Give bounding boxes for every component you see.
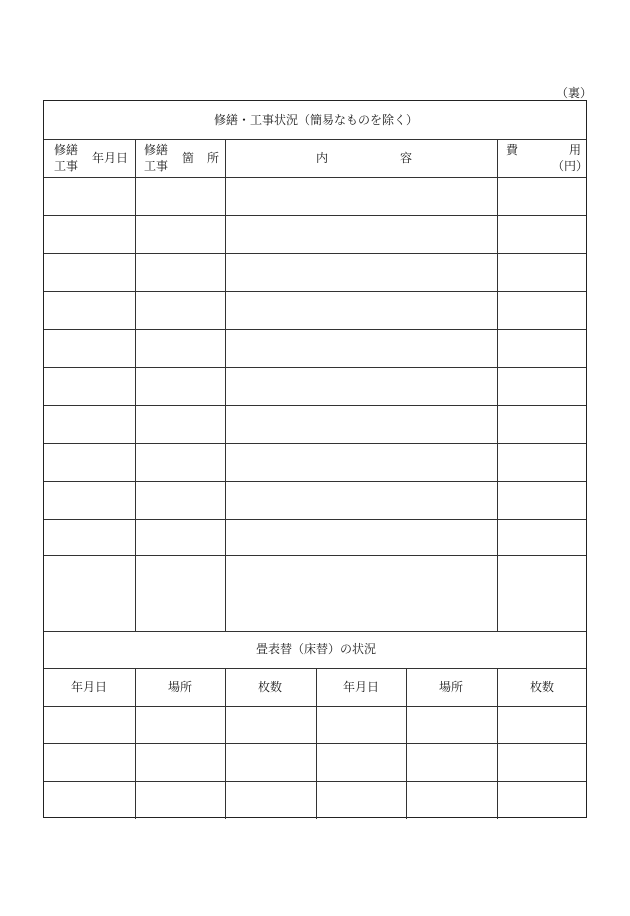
tatami-cell[interactable]	[50, 710, 129, 739]
header-content-b: 容	[400, 151, 413, 165]
repair-cell-cost[interactable]	[503, 257, 582, 287]
tatami-cell[interactable]	[141, 747, 219, 776]
repair-cell-content[interactable]	[231, 371, 491, 401]
repair-cell-place[interactable]	[141, 523, 219, 551]
repair-cell-date[interactable]	[50, 523, 129, 551]
repair-cell-date[interactable]	[50, 559, 129, 627]
tatami-header-cell: 場所	[167, 680, 193, 694]
tatami-header-cell: 枚数	[529, 680, 555, 694]
repair-cell-cost[interactable]	[503, 295, 582, 325]
repair-cell-content[interactable]	[231, 257, 491, 287]
header-cost-a: 費	[506, 143, 519, 157]
tatami-header-cell: 年月日	[342, 680, 380, 694]
tatami-cell[interactable]	[141, 710, 219, 739]
tatami-cell[interactable]	[412, 710, 491, 739]
tatami-section-title: 畳表替（床替）の状況	[255, 642, 377, 656]
header-date-line1: 修繕	[54, 143, 79, 157]
repair-cell-place[interactable]	[141, 485, 219, 515]
repair-cell-date[interactable]	[50, 447, 129, 477]
header-place-label-b: 所	[207, 151, 220, 165]
tatami-cell[interactable]	[231, 785, 310, 814]
repair-cell-date[interactable]	[50, 181, 129, 211]
repair-cell-date[interactable]	[50, 371, 129, 401]
tatami-cell[interactable]	[503, 710, 582, 739]
repair-section-title: 修繕・工事状況（簡易なものを除く）	[213, 113, 419, 127]
repair-cell-content[interactable]	[231, 181, 491, 211]
divider	[44, 139, 586, 140]
tatami-cell[interactable]	[50, 785, 129, 814]
repair-cell-cost[interactable]	[503, 485, 582, 515]
repair-cell-date[interactable]	[50, 257, 129, 287]
repair-cell-place[interactable]	[141, 371, 219, 401]
repair-cell-place[interactable]	[141, 219, 219, 249]
tatami-header-cell: 年月日	[70, 680, 108, 694]
repair-cell-cost[interactable]	[503, 371, 582, 401]
header-cost-unit: （円）	[552, 159, 589, 173]
repair-cell-content[interactable]	[231, 559, 491, 627]
repair-cell-place[interactable]	[141, 333, 219, 363]
repair-cell-content[interactable]	[231, 409, 491, 439]
repair-cell-content[interactable]	[231, 447, 491, 477]
header-date-line2: 工事	[54, 159, 79, 173]
header-content-a: 内	[316, 151, 329, 165]
repair-cell-cost[interactable]	[503, 333, 582, 363]
repair-cell-place[interactable]	[141, 559, 219, 627]
repair-cell-date[interactable]	[50, 409, 129, 439]
tatami-cell[interactable]	[503, 785, 582, 814]
tatami-cell[interactable]	[503, 747, 582, 776]
repair-cell-content[interactable]	[231, 333, 491, 363]
header-place-line1: 修繕	[144, 143, 169, 157]
repair-cell-cost[interactable]	[503, 559, 582, 627]
tatami-cell[interactable]	[231, 747, 310, 776]
page-side-marker: （裏）	[556, 86, 593, 100]
tatami-cell[interactable]	[322, 710, 400, 739]
tatami-cell[interactable]	[322, 785, 400, 814]
repair-cell-cost[interactable]	[503, 219, 582, 249]
tatami-header-cell: 枚数	[257, 680, 283, 694]
tatami-cell[interactable]	[50, 747, 129, 776]
tatami-cell[interactable]	[141, 785, 219, 814]
header-place-label-a: 箇	[182, 151, 195, 165]
repair-cell-place[interactable]	[141, 257, 219, 287]
repair-cell-place[interactable]	[141, 295, 219, 325]
tatami-cell[interactable]	[231, 710, 310, 739]
repair-cell-place[interactable]	[141, 181, 219, 211]
repair-cell-place[interactable]	[141, 447, 219, 477]
form-table	[43, 100, 587, 818]
repair-cell-cost[interactable]	[503, 409, 582, 439]
repair-cell-date[interactable]	[50, 485, 129, 515]
repair-cell-date[interactable]	[50, 333, 129, 363]
tatami-header-cell: 場所	[438, 680, 464, 694]
tatami-cell[interactable]	[412, 785, 491, 814]
repair-cell-content[interactable]	[231, 219, 491, 249]
repair-cell-date[interactable]	[50, 219, 129, 249]
repair-cell-date[interactable]	[50, 295, 129, 325]
repair-cell-content[interactable]	[231, 295, 491, 325]
repair-cell-cost[interactable]	[503, 523, 582, 551]
repair-cell-content[interactable]	[231, 523, 491, 551]
repair-cell-cost[interactable]	[503, 447, 582, 477]
repair-cell-content[interactable]	[231, 485, 491, 515]
tatami-cell[interactable]	[412, 747, 491, 776]
repair-cell-cost[interactable]	[503, 181, 582, 211]
tatami-cell[interactable]	[322, 747, 400, 776]
repair-cell-place[interactable]	[141, 409, 219, 439]
header-date-label: 年月日	[92, 151, 129, 165]
header-cost-b: 用	[569, 143, 582, 157]
header-place-line2: 工事	[144, 159, 169, 173]
